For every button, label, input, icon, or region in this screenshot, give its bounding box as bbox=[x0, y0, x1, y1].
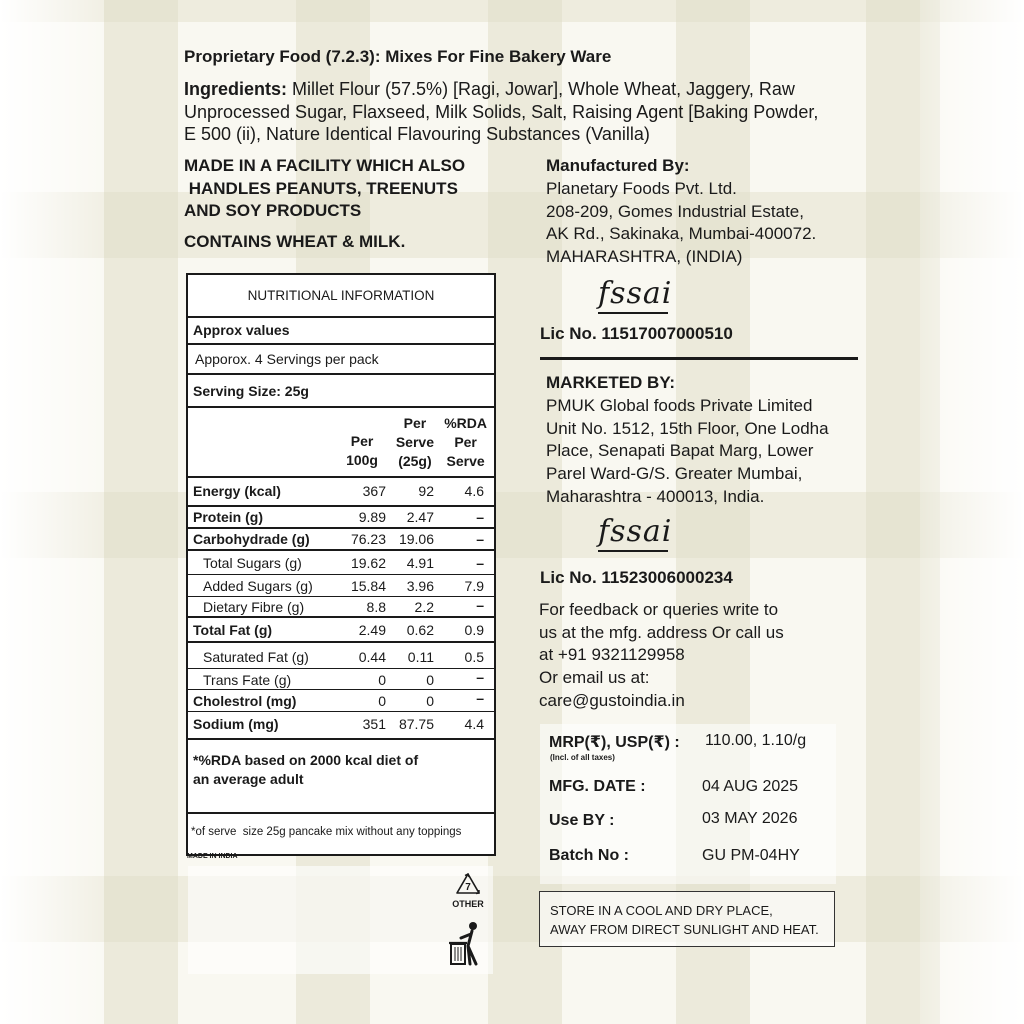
bin-block bbox=[448, 920, 482, 971]
manufacturer-heading: Manufactured By: bbox=[546, 156, 690, 175]
ingredients-line-1 bbox=[184, 78, 864, 101]
batch-label: Batch No : bbox=[549, 847, 629, 864]
serve-note: *of serve size 25g pancake mix without any toppings bbox=[191, 826, 462, 838]
allergen-line-2: HANDLES PEANUTS, TREENUTS bbox=[184, 178, 458, 198]
row-serve: 0.11 bbox=[407, 649, 434, 665]
serving-size-row bbox=[188, 375, 494, 408]
row-rda: – bbox=[476, 690, 484, 706]
marketer-license: Lic No. 11523006000234 bbox=[540, 568, 733, 587]
row-label: Energy (kcal) bbox=[193, 483, 281, 499]
allergen-block bbox=[184, 155, 465, 223]
feedback-line-1: For feedback or queries write to bbox=[539, 600, 779, 619]
fssai-underline bbox=[598, 550, 668, 552]
made-in-india: MADE IN INDIA bbox=[187, 853, 238, 860]
marketer-name: PMUK Global foods Private Limited bbox=[546, 395, 813, 415]
dispose-in-bin-icon bbox=[448, 920, 482, 966]
row-serve: 2.47 bbox=[406, 509, 434, 525]
row-serve: 0 bbox=[426, 693, 434, 709]
row-serve: 19.06 bbox=[398, 531, 434, 547]
row-per100: 76.23 bbox=[350, 531, 386, 547]
row-serve: 92 bbox=[418, 483, 434, 499]
row-rda: – bbox=[476, 669, 484, 685]
recycle-number: 7 bbox=[465, 882, 471, 893]
manufacturer-name: Planetary Foods Pvt. Ltd. bbox=[546, 178, 737, 198]
table-row bbox=[188, 507, 494, 529]
table-row bbox=[188, 618, 494, 643]
serve-note-row bbox=[188, 814, 494, 854]
use-by-value: 03 MAY 2026 bbox=[702, 810, 798, 827]
row-rda: 0.5 bbox=[464, 649, 484, 665]
mrp-label: MRP(₹), USP(₹) : bbox=[549, 734, 680, 751]
rda-note-row bbox=[188, 740, 494, 814]
approx-values-label: Approx values bbox=[193, 322, 290, 338]
table-row bbox=[188, 575, 494, 597]
table-row bbox=[188, 643, 494, 669]
row-label: Protein (g) bbox=[193, 509, 263, 525]
row-per100: 0 bbox=[378, 693, 386, 709]
table-row bbox=[188, 551, 494, 575]
row-label: Dietary Fibre (g) bbox=[203, 599, 305, 615]
row-label: Cholestrol (mg) bbox=[193, 693, 297, 709]
row-rda: 4.4 bbox=[464, 716, 484, 732]
recycle-icon bbox=[454, 872, 482, 896]
mrp-subnote: (Incl. of all taxes) bbox=[550, 753, 615, 762]
proprietary-food-line: Proprietary Food (7.2.3): Mixes For Fine Bakery Ware bbox=[184, 47, 612, 66]
row-serve: 4.91 bbox=[406, 555, 434, 571]
marketer-address-4: Maharashtra - 400013, India. bbox=[546, 486, 765, 506]
row-rda: 4.6 bbox=[464, 483, 484, 499]
row-rda: – bbox=[476, 555, 484, 571]
col-header-rda: %RDA Per Serve bbox=[444, 415, 487, 469]
servings-row bbox=[188, 345, 494, 375]
row-serve: 2.2 bbox=[414, 599, 434, 615]
nutrition-table bbox=[186, 273, 496, 856]
fssai-logo: fssai bbox=[598, 276, 673, 311]
table-row bbox=[188, 597, 494, 618]
table-row bbox=[188, 478, 494, 507]
feedback-phone: at +91 9321129958 bbox=[539, 645, 685, 665]
marketer-address-3: Parel Ward-G/S. Greater Mumbai, bbox=[546, 464, 803, 484]
table-row bbox=[188, 690, 494, 712]
manufacturer-address-2: AK Rd., Sakinaka, Mumbai-400072. bbox=[546, 224, 817, 244]
storage-line-2: AWAY FROM DIRECT SUNLIGHT AND HEAT. bbox=[550, 922, 819, 937]
row-per100: 19.62 bbox=[350, 555, 386, 571]
row-serve: 0 bbox=[426, 672, 434, 688]
nutrition-title: NUTRITIONAL INFORMATION bbox=[247, 288, 435, 303]
row-per100: 8.8 bbox=[366, 599, 386, 615]
row-rda: – bbox=[476, 531, 484, 547]
marketer-heading: MARKETED BY: bbox=[546, 373, 676, 392]
row-rda: 0.9 bbox=[464, 622, 484, 638]
recycle-block bbox=[452, 872, 484, 909]
col-header-per-100g: Per 100g bbox=[346, 433, 378, 468]
rda-note: *%RDA based on 2000 kcal diet of an average adult bbox=[193, 752, 419, 787]
manufacturer-block bbox=[546, 155, 816, 269]
ingredients-line-2: Unprocessed Sugar, Flaxseed, Milk Solids, Salt, Raising Agent [Baking Powder, bbox=[184, 101, 819, 122]
contains-allergens: CONTAINS WHEAT & MILK. bbox=[184, 232, 406, 251]
mfg-date-value: 04 AUG 2025 bbox=[702, 778, 799, 795]
divider-line bbox=[540, 357, 858, 360]
fssai-underline bbox=[598, 312, 668, 314]
manufacturer-address-1: 208-209, Gomes Industrial Estate, bbox=[546, 201, 804, 221]
storage-line-1: STORE IN A COOL AND DRY PLACE, bbox=[550, 903, 773, 918]
feedback-email: care@gustoindia.in bbox=[539, 690, 685, 710]
row-rda: – bbox=[476, 509, 484, 525]
storage-instructions bbox=[539, 891, 835, 947]
marketer-block bbox=[546, 372, 829, 509]
table-row bbox=[188, 712, 494, 740]
marketer-address-1: Unit No. 1512, 15th Floor, One Lodha bbox=[546, 418, 829, 438]
table-row bbox=[188, 669, 494, 690]
marketer-address-2: Place, Senapati Bapat Marg, Lower bbox=[546, 441, 814, 461]
servings-label: Apporox. 4 Servings per pack bbox=[195, 351, 379, 367]
row-serve: 87.75 bbox=[398, 716, 434, 732]
row-serve: 0.62 bbox=[406, 622, 434, 638]
ingredients-block bbox=[184, 78, 864, 146]
row-serve: 3.96 bbox=[406, 578, 434, 594]
use-by-label: Use BY : bbox=[549, 812, 615, 829]
allergen-line-3: AND SOY PRODUCTS bbox=[184, 201, 362, 220]
ingredients-text-1: Millet Flour (57.5%) [Ragi, Jowar], Whole Wheat, Jaggery, Raw bbox=[287, 79, 795, 99]
feedback-line-4: Or email us at: bbox=[539, 668, 650, 688]
row-per100: 0.44 bbox=[358, 649, 386, 665]
col-header-per-serve: Per Serve (25g) bbox=[395, 415, 434, 469]
row-per100: 351 bbox=[362, 716, 386, 732]
row-label: Carbohydrade (g) bbox=[193, 531, 310, 547]
row-label: Added Sugars (g) bbox=[203, 578, 313, 594]
ingredients-label: Ingredients: bbox=[184, 79, 288, 99]
row-label: Sodium (mg) bbox=[193, 716, 279, 732]
batch-value: GU PM-04HY bbox=[702, 847, 800, 864]
feedback-block bbox=[539, 599, 784, 713]
row-per100: 2.49 bbox=[358, 622, 386, 638]
feedback-line-2: us at the mfg. address Or call us bbox=[539, 622, 784, 642]
row-rda: 7.9 bbox=[464, 578, 484, 594]
row-per100: 0 bbox=[378, 672, 386, 688]
table-row bbox=[188, 529, 494, 551]
allergen-line-1: MADE IN A FACILITY WHICH ALSO bbox=[184, 156, 466, 175]
row-per100: 15.84 bbox=[350, 578, 386, 594]
row-rda: – bbox=[476, 597, 484, 613]
manufacturer-address-3: MAHARASHTRA, (INDIA) bbox=[546, 247, 743, 267]
recycle-label: OTHER bbox=[452, 899, 484, 909]
row-label: Saturated Fat (g) bbox=[203, 649, 309, 665]
mrp-value: 110.00, 1.10/g bbox=[705, 732, 807, 749]
row-label: Total Fat (g) bbox=[193, 622, 273, 638]
row-per100: 367 bbox=[362, 483, 386, 499]
approx-values-row bbox=[188, 318, 494, 345]
fssai-logo: fssai bbox=[598, 514, 673, 549]
row-per100: 9.89 bbox=[358, 509, 386, 525]
nutrition-title-row bbox=[188, 275, 494, 318]
row-label: Total Sugars (g) bbox=[203, 555, 302, 571]
serving-size-label: Serving Size: 25g bbox=[193, 383, 309, 399]
column-header-row bbox=[188, 408, 494, 478]
mfg-date-label: MFG. DATE : bbox=[549, 778, 646, 795]
manufacturer-license: Lic No. 11517007000510 bbox=[540, 324, 733, 343]
row-label: Trans Fate (g) bbox=[203, 672, 292, 688]
ingredients-line-3: E 500 (ii), Nature Identical Flavouring Substances (Vanilla) bbox=[184, 124, 650, 144]
